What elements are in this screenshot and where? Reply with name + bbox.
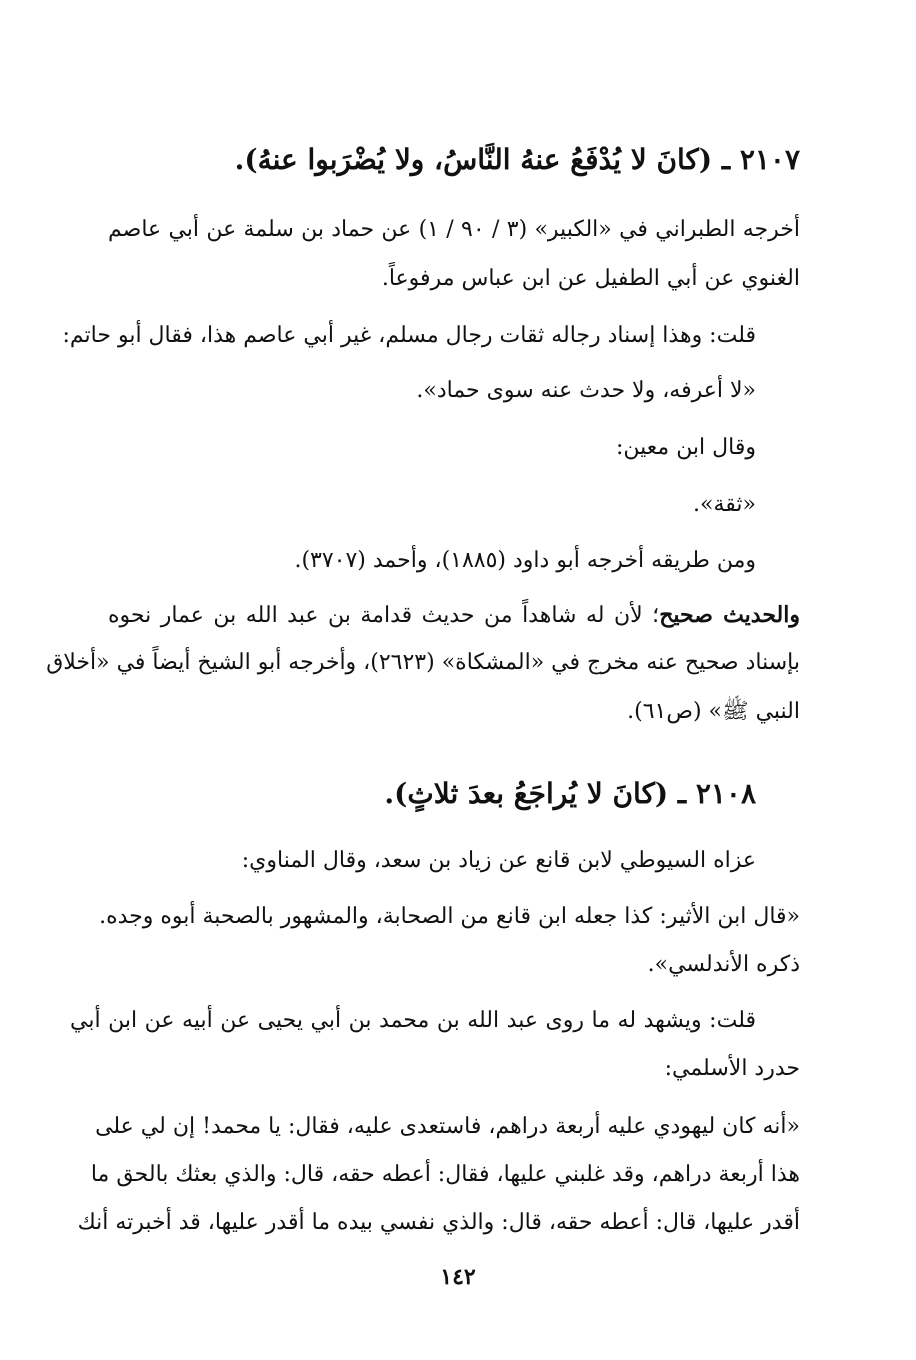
paragraph-line: ومن طريقه أخرجه أبو داود (١٨٨٥)، وأحمد (٣٧٠٧). (294, 548, 756, 573)
quote-line: «لا أعرفه، ولا حدث عنه سوى حماد». (416, 378, 756, 403)
quote-line: «أنه كان ليهودي عليه أربعة دراهم، فاستعدى عليه، فقال: يا محمد! إن لي على (95, 1114, 800, 1139)
quote-line: هذا أربعة دراهم، وقد غلبني عليها، فقال: أعطه حقه، قال: والذي بعثك بالحق ما (90, 1162, 800, 1187)
paragraph-line: بإسناد صحيح عنه مخرج في «المشكاة» (٢٦٢٣)، وأخرجه أبو الشيخ أيضاً في «أخلاق (46, 650, 800, 675)
hadith-heading-2108: ٢١٠٨ ـ (كانَ لا يُراجَعُ بعدَ ثلاثٍ). (384, 777, 756, 810)
paragraph-line: الغنوي عن أبي الطفيل عن ابن عباس مرفوعاً. (381, 266, 800, 291)
paragraph-line: النبي ﷺ» (ص٦١). (627, 699, 800, 724)
paragraph-line: عزاه السيوطي لابن قانع عن زياد بن سعد، وقال المناوي: (241, 848, 756, 873)
paragraph-line: وقال ابن معين: (616, 435, 756, 460)
paragraph-line: أخرجه الطبراني في «الكبير» (٣ / ٩٠ / ١) عن حماد بن سلمة عن أبي عاصم (108, 217, 801, 242)
strong-phrase: والحديث صحيح (659, 602, 800, 628)
paragraph-line-strong (108, 600, 800, 631)
page-number: ١٤٢ (440, 1264, 476, 1290)
strong-rest: ؛ لأن له شاهداً من حديث قدامة بن عبد الله بن عمار نحوه (108, 603, 660, 628)
paragraph-line: قلت: وهذا إسناد رجاله ثقات رجال مسلم، غير أبي عاصم هذا، فقال أبو حاتم: (62, 323, 756, 348)
paragraph-line: قلت: ويشهد له ما روى عبد الله بن محمد بن أبي يحيى عن أبيه عن ابن أبي (70, 1008, 756, 1033)
paragraph-line: حدرد الأسلمي: (664, 1056, 800, 1081)
quote-line: ذكره الأندلسي». (647, 952, 800, 977)
quote-line: «قال ابن الأثير: كذا جعله ابن قانع من الصحابة، والمشهور بالصحبة أبوه وجده. (99, 904, 800, 929)
hadith-heading-2107: ٢١٠٧ ـ (كانَ لا يُدْفَعُ عنهُ النَّاسُ، ولا يُضْرَبوا عنهُ). (234, 143, 800, 176)
quote-line: أقدر عليها، قال: أعطه حقه، قال: والذي نفسي بيده ما أقدر عليها، قد أخبرته أنك (77, 1210, 800, 1235)
quote-line: «ثقة». (693, 492, 756, 517)
